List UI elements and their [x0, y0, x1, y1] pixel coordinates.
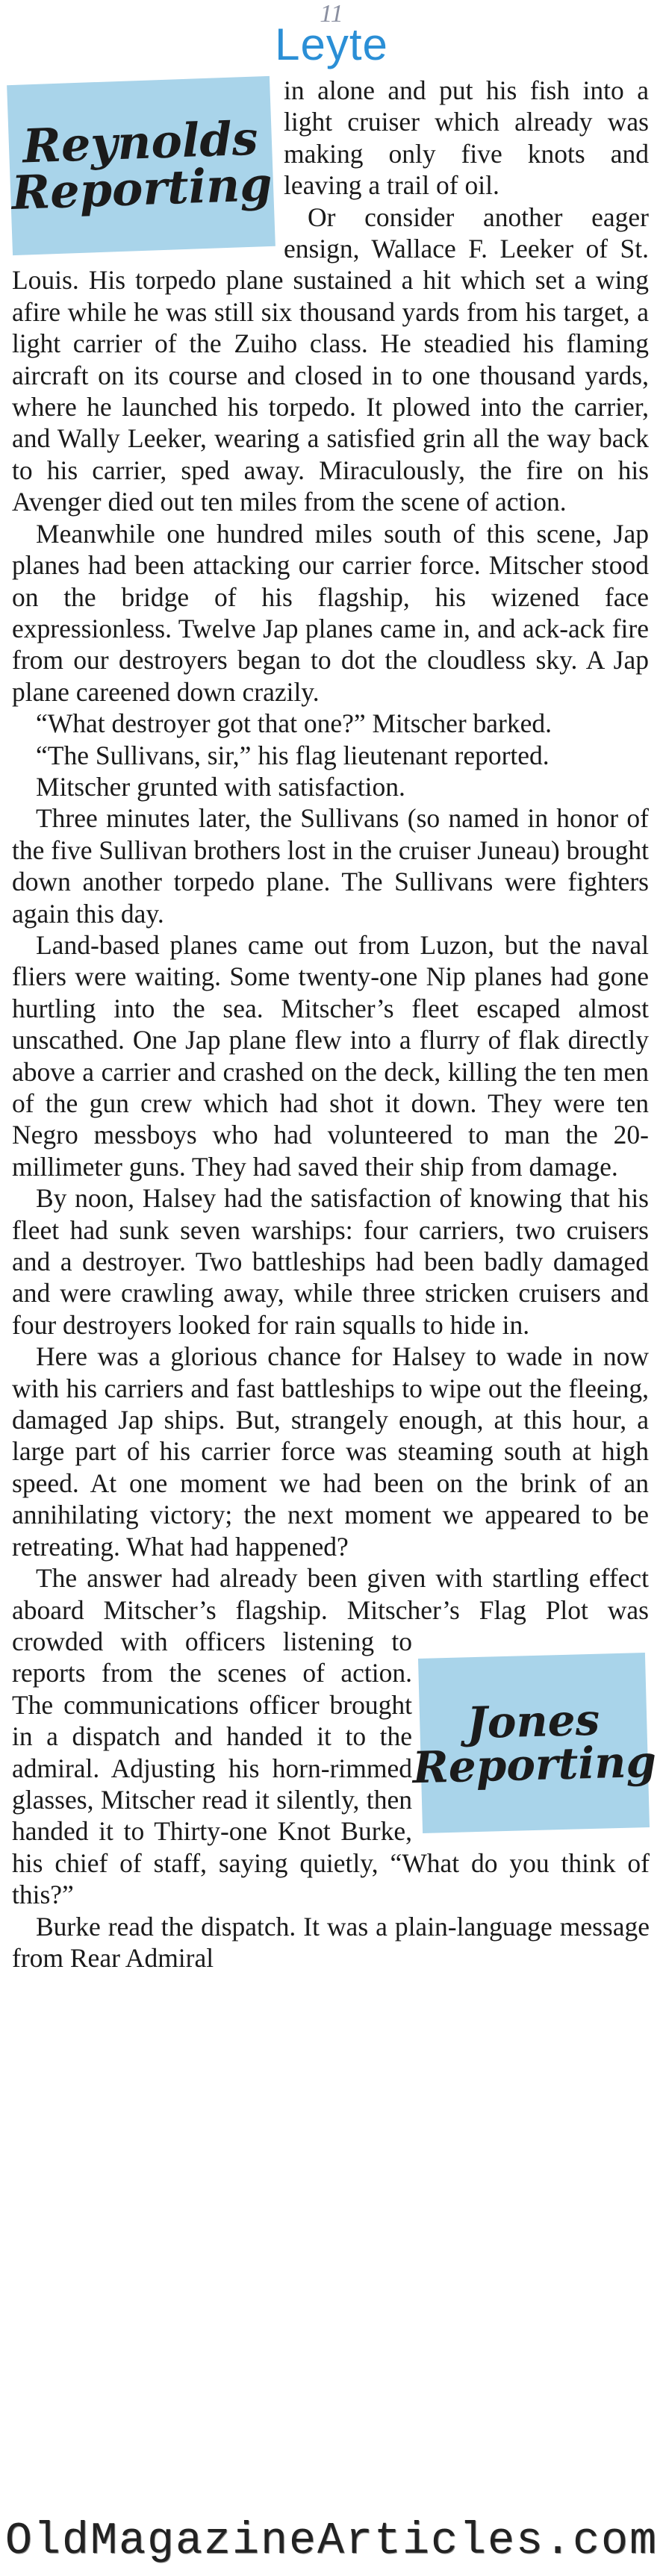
article-paragraph: “What destroyer got that one?” Mitscher barked.	[36, 708, 552, 739]
jones-logo-line-2: Reporting	[411, 1735, 657, 1794]
page-number: 11	[320, 0, 343, 28]
jones-logo-wrap-space	[417, 1650, 650, 1836]
reynolds-logo-line-1: Reynolds	[22, 110, 259, 174]
article-paragraph: “The Sullivans, sir,” his flag lieutenant reported.	[36, 740, 550, 770]
reynolds-logo-line-2: Reporting	[10, 156, 273, 221]
article-paragraph: The answer had already been given with startling effect aboard Mitscher’s flagship. Mitscher’s Flag Plot was crowded with officers listening to reports from the scenes of action. The communications officer brought in a dispatch and handed it to the admiral. Adjusting his horn-rimmed glasses, Mitscher read it silently, then handed it to Thirty-one Knot Burke, his chief of staff, saying quietly, “What do you think of this?”	[12, 1563, 650, 1910]
article-paragraph: Mitscher grunted with satisfaction.	[36, 771, 405, 802]
article-paragraph: Or consider another eager ensign, Wallace F. Leeker of St. Louis. His torpedo plane sustained a hit which set a wing afire while he was still six thousand yards from his target, a light carrier of the Zuiho class. He steadied his flaming aircraft on its course and closed in to one thousand yards, where he launched his torpedo. It plowed into the carrier, and Wally Leeker, wearing a satisfied grin all the way back to his carrier, sped away. Miraculously, the fire on his Avenger died out ten miles from the scene of action.	[12, 202, 649, 517]
page-title: Leyte	[275, 19, 388, 69]
jones-logo-line-1: Jones	[466, 1694, 601, 1749]
layout-spacer	[649, 75, 650, 1650]
reynolds-logo-wrap-space	[12, 75, 279, 257]
article-body	[12, 75, 650, 1974]
article-paragraph: in alone and put his fish into a light cruiser which already was making only five knots and leaving a trail of oil.	[284, 75, 649, 201]
article-paragraph: Meanwhile one hundred miles south of this scene, Jap planes had been attacking our carrier force. Mitscher stood on the bridge of his flagship, his wizened face expressionless. Twelve Jap planes came in, and ack-ack fire from our destroyers began to dot the cloudless sky. A Jap plane careened down crazily.	[12, 518, 649, 707]
article-paragraph: Here was a glorious chance for Halsey to wade in now with his carriers and fast battleships to wipe out the fleeing, damaged Jap ships. But, strangely enough, at this hour, a large part of his carrier force was steaming south at high speed. At one moment we had been on the brink of an annihilating victory; the next moment we appeared to be retreating. What had happened?	[12, 1341, 649, 1562]
article-paragraph: By noon, Halsey had the satisfaction of knowing that his fleet had sunk seven warships: four carriers, two cruisers and a destroyer. Two battleships had been badly damaged and were crawling away, while three stricken cruisers and four destroyers looked for rain squalls to hide in.	[12, 1183, 649, 1340]
source-footer: OldMagazineArticles.com	[4, 2516, 659, 2567]
article-paragraph: Three minutes later, the Sullivans (so named in honor of the five Sullivan brothers lost in the cruiser Juneau) brought down another torpedo plane. The Sullivans were fighters again this day.	[12, 803, 649, 929]
article-paragraph: Land-based planes came out from Luzon, but the naval fliers were waiting. Some twenty-one Nip planes had gone hurtling into the sea. Mitscher’s fleet escaped almost unscathed. One Jap plane flew into a flurry of flak directly above a carrier and crashed on the deck, killing the ten men of the gun crew which had shot it down. They were ten Negro messboys who had volunteered to man the 20-millimeter guns. They had saved their ship from damage.	[12, 929, 649, 1182]
article-paragraph: Burke read the dispatch. It was a plain-language message from Rear Admiral	[12, 1911, 650, 1973]
